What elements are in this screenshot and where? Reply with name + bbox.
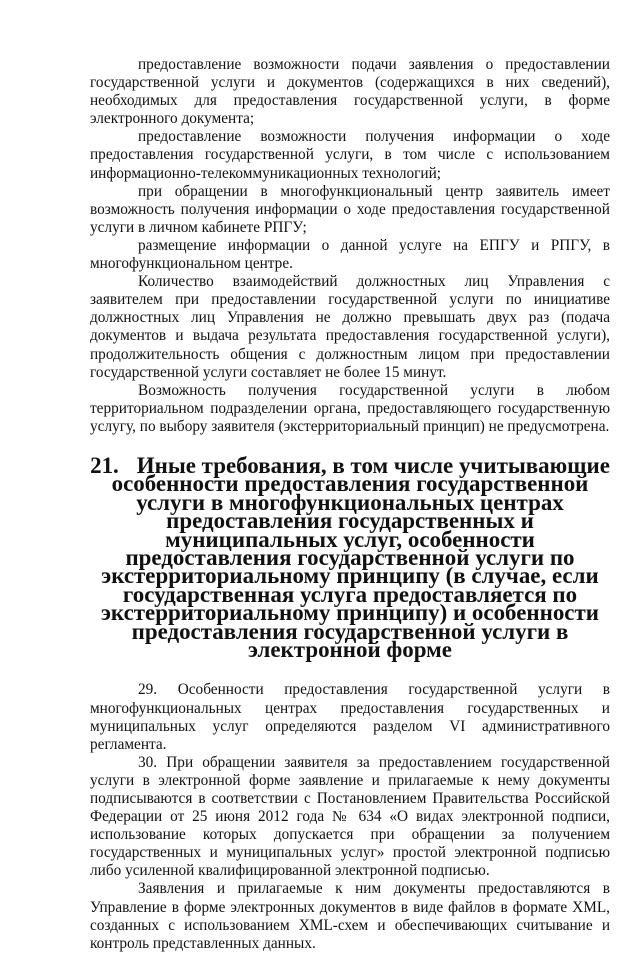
paragraph-xml-documents: Заявления и прилагаемые к ним документы предоставляются в Управление в форме электронных документов в виде файлов в формате XML, созданных с использованием XML-схем и обеспечивающих считывание и контроль представленных данных.: [90, 880, 610, 952]
paragraph-extraterritorial: Возможность получения государственной услуги в любом территориальном подразделении органа, предоставляющего государственную услугу, по выбору заявителя (экстерриториальный принцип) не предусмотрена.: [90, 381, 610, 435]
paragraph-mfc-personal-account: при обращении в многофункциональный центр заявитель имеет возможность получения информации о ходе предоставления государственной услуги в личном кабинете РПГУ;: [90, 182, 610, 236]
section-title: Иные требования, в том числе учитывающие особенности предоставления государственной услуги в многофункциональных центрах предоставления государственных и муниципальных услуг, особенности предоставления государственной услуги по экстерриториальному принципу (в случае, если государственная услуга предоставляется по экстерриториальному принципу) и особенности предоставления государственной услуги в электронной форме: [101, 452, 610, 663]
paragraph-interactions-count: Количество взаимодействий должностных лиц Управления с заявителем при предоставлении государственной услуги по инициативе должностных лиц Управления не должно превышать двух раз (подача документов и выдача результата предоставления государственной услуги), продолжительность общения с должностным лицом при предоставлении государственной услуги составляет не более 15 минут.: [90, 273, 610, 381]
document-page: [90, 56, 610, 953]
paragraph-29: 29. Особенности предоставления государственной услуги в многофункциональных центрах предоставления государственных и муниципальных услуг определяются разделом VI административного регламента.: [90, 681, 610, 753]
section-heading: [90, 452, 610, 663]
section-number: 21.: [90, 452, 119, 478]
paragraph-30: 30. При обращении заявителя за предоставлением государственной услуги в электронной форме заявление и прилагаемые к нему документы подписываются в соответствии с Постановлением Правительства Российской Федерации от 25 июня 2012 года № 634 «О видах электронной подписи, использование которых допускается при обращении за получением государственных и муниципальных услуг» простой электронной подписью либо усиленной квалифицированной электронной подписью.: [90, 753, 610, 880]
paragraph-epgu-rpgu-info: размещение информации о данной услуге на ЕПГУ и РПГУ, в многофункциональном центре.: [90, 236, 610, 273]
paragraph-progress-info: предоставление возможности получения информации о ходе предоставления государственной услуги, в том числе с использованием информационно-телекоммуникационных технологий;: [90, 128, 610, 182]
paragraph-electronic-application: предоставление возможности подачи заявления о предоставлении государственной услуги и документов (содержащихся в них сведений), необходимых для предоставления государственной услуги, в форме электронного документа;: [90, 56, 610, 128]
